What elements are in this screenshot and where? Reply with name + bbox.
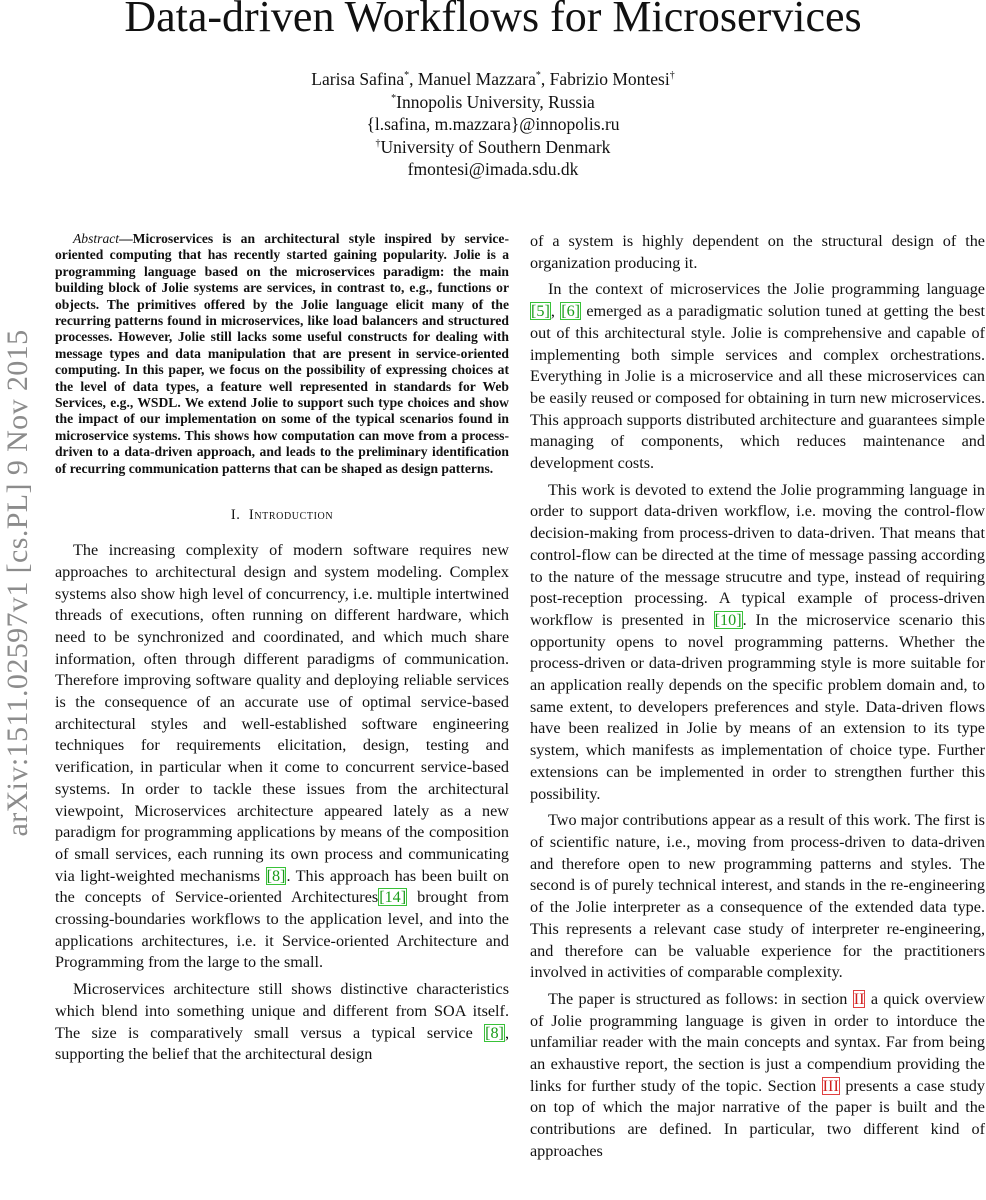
- section-link[interactable]: III: [822, 1076, 839, 1095]
- arxiv-sidebar-stamp: [0, 278, 38, 888]
- email-1: {l.safina, m.mazzara}@innopolis.ru: [366, 114, 620, 134]
- citation-link[interactable]: [8]: [485, 1023, 504, 1042]
- contributions-paragraph: Two major contributions appear as a result of this work. The first is of scientific nature, i.e., moving from process-driven to data-driven and therefore open to new programming patterns and styles. The second is of purely technical interest, and stands in the re-engineering of the Jolie interpreter as a consequence of the extended data type. This represents a relevant case study of interpreter re-engineering, and therefore can be valuable experience for the practitioners involved in activities of comparable complexity.: [530, 811, 985, 982]
- continued-paragraph: of a system is highly dependent on the structural design of the organization producing it.: [530, 232, 985, 272]
- citation-link[interactable]: [10]: [714, 610, 742, 629]
- section-link[interactable]: II: [853, 989, 865, 1008]
- affiliation-2: †University of Southern Denmark: [375, 136, 611, 157]
- citation-link[interactable]: [8]: [266, 866, 286, 885]
- intro-paragraph-1: The increasing complexity of modern software requires new approaches to architectural design and system modeling. Complex systems also show high level of concurrency, i.e. multiple intertwined threads of executions, often running on different hardware, which need to be synchronized and coordinated, and which much share information, often through different paradigms of communication. Therefore improving software quality and deploying reliable services is the consequence of an accurate use of optimal service-based architectural styles and well-established software engineering techniques for requirements elicitation, design, testing and verification, in particular when it come to concurrent service-based systems. In order to tackle these issues from the architectural viewpoint, Microservices architecture appeared lately as a new paradigm for programming applications by means of the composition of small services, each running its own process and communicating via light-weighted mechanisms [8]. This approach has been built on the concepts of Service-oriented Architectures[14] brought from crossing-boundaries workflows to the application level, and into the applications architectures, i.e. it Service-oriented Architecture and Programming from the large to the small.: [55, 541, 510, 972]
- author-block: [0, 68, 986, 181]
- right-column: [530, 231, 985, 1168]
- structure-paragraph: The paper is structured as follows: in section II a quick overview of Jolie programming language is given in order to intorduce the unfamiliar reader with the main concepts and syntax. Far from being an exhaustive report, the section is just a compendium providing the links for further study of the topic. Section III presents a case study on top of which the major narrative of the paper is built and the contributions are defined. In particular, two different kind of approaches: [530, 989, 985, 1160]
- left-column: [55, 231, 509, 1071]
- citation-link[interactable]: [14]: [379, 888, 407, 907]
- email-2: fmontesi@imada.sdu.dk: [407, 159, 579, 179]
- abstract-label: Abstract: [73, 231, 120, 246]
- data-driven-paragraph: This work is devoted to extend the Jolie programming language in order to support data-driven workflow, i.e. moving the control-flow decision-making from process-driven to data-driven. That means that control-flow can be directed at the time of message passing according to the nature of the message strucutre and type, instead of requiring post-reception processing. A typical example of process-driven workflow is presented in [10]. In the microservice scenario this opportunity opens to novel programming patterns. Whether the process-driven or data-driven programming style is more suitable for an application really depends on the specific problem domain and, to same extent, to developers preferences and style. Data-driven flows have been realized in Jolie by means of an extension to its type system, which manifests as implementation of choice type. Further extensions can be implemented in order to strengthen further this possibility.: [530, 480, 985, 803]
- paper-title: Data-driven Workflows for Microservices: [124, 0, 862, 41]
- citation-link[interactable]: [6]: [561, 302, 581, 321]
- citation-link[interactable]: [5]: [531, 302, 550, 321]
- author-names: Larisa Safina*, Manuel Mazzara*, Fabrizio Montesi†: [311, 69, 675, 89]
- abstract-text: Microservices is an architectural style inspired by service-oriented computing that has recently started gaining popularity. Jolie is a programming language based on the microservices paradigm: the main building block of Jolie systems are services, in contrast to, e.g., functions or objects. The primitives offered by the Jolie language elicit many of the recurring patterns found in microservices, like load balancers and structured processes. However, Jolie still lacks some useful constructs for dealing with message types and data manipulation that are present in service-oriented computing. In this paper, we focus on the possibility of expressing choices at the level of data types, a feature well represented in standards for Web Services, e.g., WSDL. We extend Jolie to support such type choices and show the impact of our implementation on some of the typical scenarios found in microservice systems. This shows how computation can move from a process-driven to a data-driven approach, and leads to the preliminary identification of recurring communication patterns that can be shaped as design patterns.: [55, 231, 509, 476]
- section-heading-introduction: I. Introduction: [230, 507, 334, 524]
- arxiv-identifier: arXiv:1511.02597v1 [cs.PL] 9 Nov 2015: [1, 329, 34, 837]
- affiliation-1: *Innopolis University, Russia: [391, 91, 595, 112]
- intro-paragraph-2: Microservices architecture still shows distinctive characteristics which blend into something unique and different from SOA itself. The size is comparatively small versus a typical service [8], supporting the belief that the architectural design: [55, 980, 509, 1064]
- jolie-paragraph: In the context of microservices the Jolie programming language [5], [6] emerged as a paradigmatic solution tuned at getting the best out of this architectural style. Jolie is comprehensive and capable of implementing both simple services and complex orchestrations. Everything in Jolie is a microservice and all these microservices can be easily reused or composed for obtaining in turn new microservices. This approach supports distributed architecture and guarantees simple managing of components, which reduces maintenance and development costs.: [530, 280, 986, 473]
- abstract: Abstract—Microservices is an architectural style inspired by service-oriented computing that has recently started gaining popularity. Jolie is a programming language based on the microservices paradigm: the main building block of Jolie systems are services, in contrast to, e.g., functions or objects. The primitives offered by the Jolie language elicit many of the recurring patterns found in microservices, like load balancers and structured processes. However, Jolie still lacks some useful constructs for dealing with message types and data manipulation that are present in service-oriented computing. In this paper, we focus on the possibility of expressing choices at the level of data types, a feature well represented in standards for Web Services, e.g., WSDL. We extend Jolie to support such type choices and show the impact of our implementation on some of the typical scenarios found in microservice systems. This shows how computation can move from a process-driven to a data-driven approach, and leads to the preliminary identification of recurring communication patterns that can be shaped as design patterns.: [55, 231, 509, 476]
